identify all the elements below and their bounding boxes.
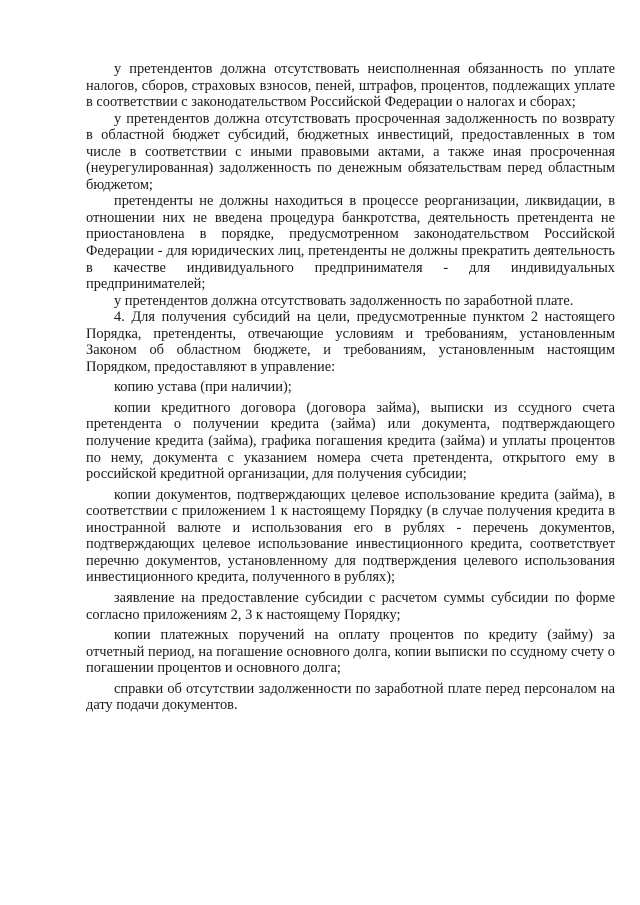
paragraph-tax-obligations: у претендентов должна отсутствовать неисполненная обязанность по уплате налогов, сборов, страховых взносов, пеней, штрафов, процентов, подлежащих уплате в соответствии с законодательством Российской Федерации о налогах и сборах; xyxy=(86,61,615,111)
paragraph-budget-debt: у претендентов должна отсутствовать просроченная задолженность по возврату в областной бюджет субсидий, бюджетных инвестиций, предоставленных в том числе в соответствии с иными правовыми актами, а также иная просроченная (неурегулированная) задолженность по денежным обязательствам перед областным бюджетом; xyxy=(86,110,615,193)
paragraph-target-use-docs: копии документов, подтверждающих целевое использование кредита (займа), в соответствии с приложением 1 к настоящему Порядку (в случае получения кредита в иностранной валюте и использования его в рублях - перечень документов, подтверждающих целевое использование инвестиционного кредита, соответствует перечню документов, установленному для подтверждения целевого использования инвестиционного кредита, полученного в рублях); xyxy=(86,486,615,586)
paragraph-application: заявление на предоставление субсидии с расчетом суммы субсидии по форме согласно приложениям 2, 3 к настоящему Порядку; xyxy=(86,589,615,623)
paragraph-no-debt-certificate: справки об отсутствии задолженности по заработной плате перед персоналом на дату подачи документов. xyxy=(86,680,615,714)
paragraph-loan-agreement: копии кредитного договора (договора займа), выписки из ссудного счета претендента о получении кредита (займа) или документа, подтверждающего получение кредита (займа), графика погашения кредита (займа) и уплаты процентов по нему, документа с указанием номера счета претендента, открытого ему в российской кредитной организации, для получения субсидии; xyxy=(86,399,615,483)
paragraph-charter-copy: копию устава (при наличии); xyxy=(114,379,292,396)
document-page xyxy=(86,61,615,714)
paragraph-payment-orders: копии платежных поручений на оплату процентов по кредиту (займу) за отчетный период, на погашение основного долга, копии выписки по ссудному счету о погашении процентов и основного долга; xyxy=(86,627,615,677)
paragraph-salary-debt: у претендентов должна отсутствовать задолженность по заработной плате. xyxy=(114,292,574,309)
paragraph-item-4: 4. Для получения субсидий на цели, предусмотренные пунктом 2 настоящего Порядка, претенденты, отвечающие условиям и требованиям, установленным Законом об областном бюджете, и требованиям, установленным настоящим Порядком, предоставляют в управление: xyxy=(86,309,615,375)
paragraph-reorganization: претенденты не должны находиться в процессе реорганизации, ликвидации, в отношении них не введена процедура банкротства, деятельность претендента не приостановлена в порядке, предусмотренном законодательством Российской Федерации - для юридических лиц, претенденты не должны прекратить деятельность в качестве индивидуального предпринимателя - для индивидуальных предпринимателей; xyxy=(86,193,615,293)
